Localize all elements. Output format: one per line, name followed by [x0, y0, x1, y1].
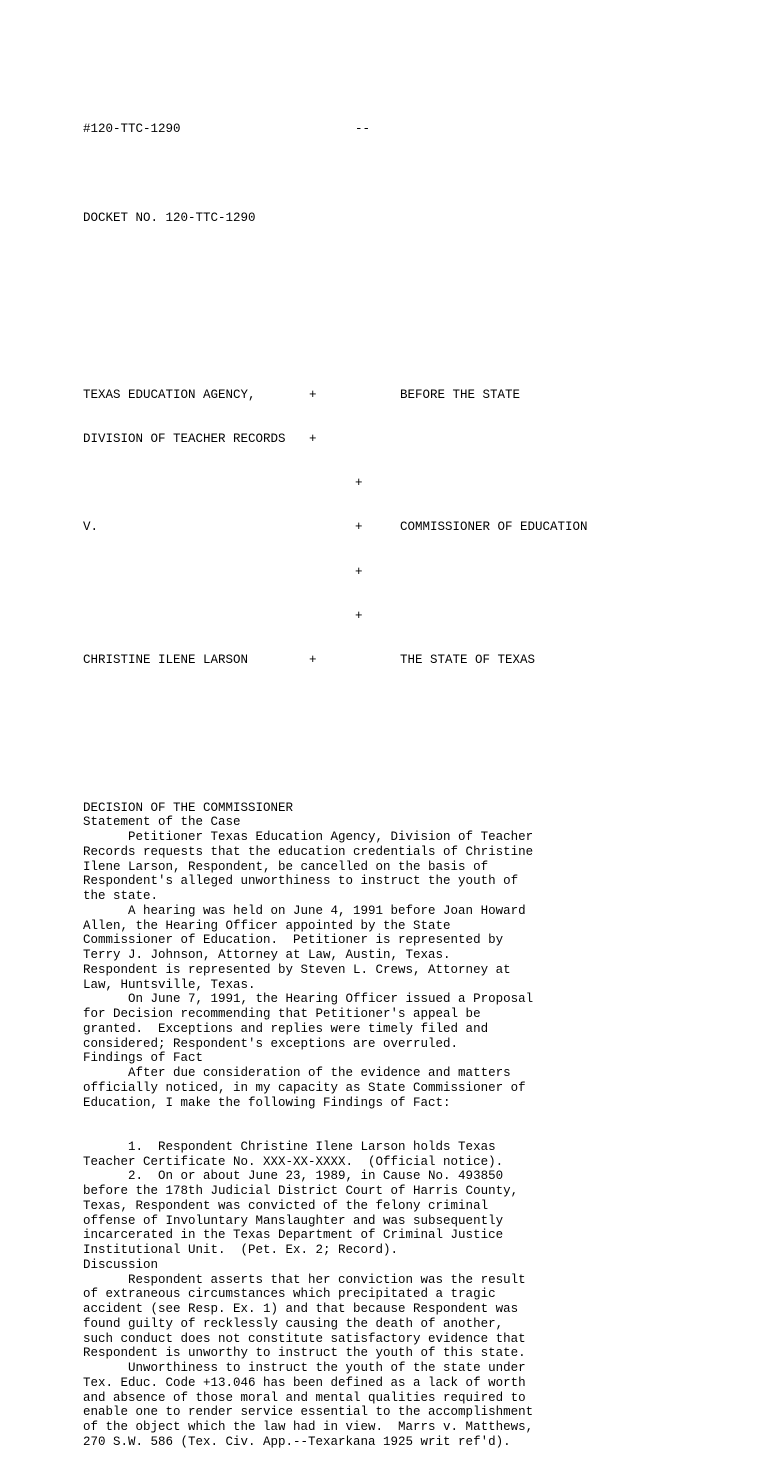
text-line: Ilene Larson, Respondent, be cancelled on the basis of [83, 860, 533, 875]
text-line: incarcerated in the Texas Department of Criminal Justice [83, 1228, 533, 1243]
file-number: #120-TTC-1290 [83, 122, 181, 137]
text-line: Tex. Educ. Code +13.046 has been defined as a lack of worth [83, 1376, 533, 1391]
text-line [83, 1125, 533, 1140]
text-line: accident (see Resp. Ex. 1) and that because Respondent was [83, 1302, 533, 1317]
text-line: the state. [83, 889, 533, 904]
text-line: Teacher Certificate No. XXX-XX-XXXX. (Official notice). [83, 1155, 533, 1170]
text-line: before the 178th Judicial District Court of Harris County, [83, 1184, 533, 1199]
text-line: DECISION OF THE COMMISSIONER [83, 801, 533, 816]
caption-left: V. [83, 520, 98, 535]
text-line: Terry J. Johnson, Attorney at Law, Austin, Texas. [83, 948, 533, 963]
caption-row [83, 388, 533, 403]
text-line: Law, Huntsville, Texas. [83, 978, 533, 993]
text-line: Allen, the Hearing Officer appointed by the State [83, 919, 533, 934]
text-line: Findings of Fact [83, 1051, 533, 1066]
text-line: Institutional Unit. (Pet. Ex. 2; Record). [83, 1243, 533, 1258]
text-line: Respondent is represented by Steven L. Crews, Attorney at [83, 963, 533, 978]
caption-left: CHRISTINE ILENE LARSON [83, 653, 248, 668]
text-line: enable one to render service essential to the accomplishment [83, 1405, 533, 1420]
text-line: 2. On or about June 23, 1989, in Cause No. 493850 [83, 1169, 533, 1184]
text-line: Statement of the Case [83, 815, 533, 830]
text-line: Respondent asserts that her conviction was the result [83, 1273, 533, 1288]
caption-row [83, 432, 533, 447]
decision-body [83, 801, 533, 1450]
text-line: Discussion [83, 1258, 533, 1273]
text-line: Petitioner Texas Education Agency, Division of Teacher [83, 830, 533, 845]
caption-plus: + [355, 565, 363, 580]
text-line: of extraneous circumstances which precipitated a tragic [83, 1287, 533, 1302]
text-line: Education, I make the following Findings of Fact: [83, 1096, 533, 1111]
text-line: officially noticed, in my capacity as State Commissioner of [83, 1081, 533, 1096]
text-line: After due consideration of the evidence and matters [83, 1066, 533, 1081]
caption-plus: + [355, 520, 363, 535]
text-line: 1. Respondent Christine Ilene Larson holds Texas [83, 1140, 533, 1155]
caption-right: COMMISSIONER OF EDUCATION [400, 520, 588, 535]
text-line: Records requests that the education credentials of Christine [83, 845, 533, 860]
caption-row [83, 520, 533, 535]
text-line: and absence of those moral and mental qualities required to [83, 1391, 533, 1406]
caption-plus: + [355, 609, 363, 624]
caption-plus: + [309, 388, 317, 403]
text-line: granted. Exceptions and replies were timely filed and [83, 1022, 533, 1037]
header-row [83, 122, 533, 137]
text-line: for Decision recommending that Petitioner's appeal be [83, 1007, 533, 1022]
text-line: On June 7, 1991, the Hearing Officer issued a Proposal [83, 992, 533, 1007]
caption-right: BEFORE THE STATE [400, 388, 520, 403]
docket-number: DOCKET NO. 120-TTC-1290 [83, 211, 533, 226]
caption-left: TEXAS EDUCATION AGENCY, [83, 388, 256, 403]
text-line: Texas, Respondent was convicted of the felony criminal [83, 1199, 533, 1214]
text-line: A hearing was held on June 4, 1991 before Joan Howard [83, 904, 533, 919]
case-caption [83, 358, 533, 697]
caption-plus: + [309, 653, 317, 668]
caption-row [83, 476, 533, 491]
text-line: considered; Respondent's exceptions are overruled. [83, 1037, 533, 1052]
caption-row [83, 565, 533, 580]
caption-plus: + [309, 432, 317, 447]
document-page [83, 93, 533, 1464]
text-line: Respondent is unworthy to instruct the youth of this state. [83, 1346, 533, 1361]
text-line: Commissioner of Education. Petitioner is represented by [83, 933, 533, 948]
header-dashes: -- [355, 122, 370, 137]
caption-plus: + [355, 476, 363, 491]
text-line: such conduct does not constitute satisfactory evidence that [83, 1332, 533, 1347]
text-line: Respondent's alleged unworthiness to instruct the youth of [83, 874, 533, 889]
text-line: of the object which the law had in view. Marrs v. Matthews, [83, 1420, 533, 1435]
text-line: 270 S.W. 586 (Tex. Civ. App.--Texarkana 1925 writ ref'd). [83, 1435, 533, 1450]
caption-left: DIVISION OF TEACHER RECORDS [83, 432, 286, 447]
text-line [83, 1110, 533, 1125]
text-line: offense of Involuntary Manslaughter and was subsequently [83, 1214, 533, 1229]
caption-right: THE STATE OF TEXAS [400, 653, 535, 668]
caption-row [83, 609, 533, 624]
text-line: found guilty of recklessly causing the death of another, [83, 1317, 533, 1332]
text-line: Unworthiness to instruct the youth of the state under [83, 1361, 533, 1376]
caption-row [83, 653, 533, 668]
